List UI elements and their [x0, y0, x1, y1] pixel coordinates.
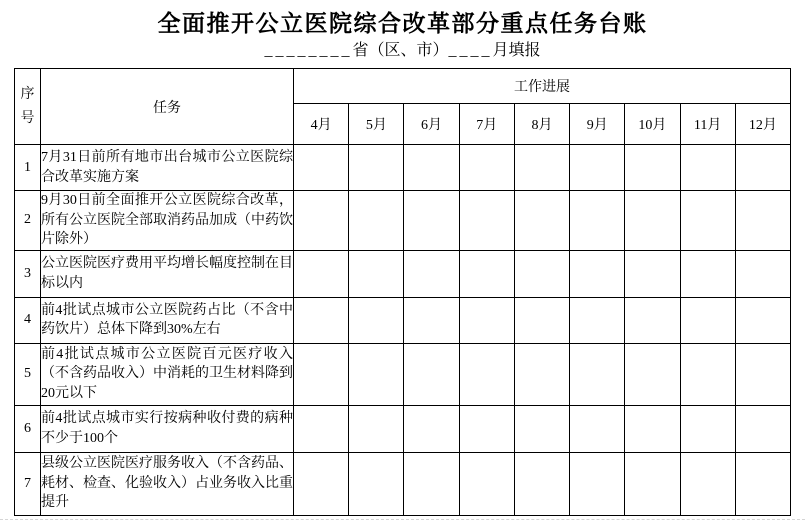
month-label: 月填报 [492, 42, 541, 59]
task-ledger-table [14, 68, 791, 516]
province-label: 省（区、市） [352, 42, 449, 59]
progress-cell [625, 452, 680, 515]
progress-cell [349, 452, 404, 515]
progress-cell [514, 405, 569, 452]
progress-cell [459, 191, 514, 251]
task-cell: 7月31日前所有地市出台城市公立医院综合改革实施方案 [41, 145, 294, 191]
progress-cell [680, 405, 735, 452]
month-blank: ____ [448, 42, 493, 59]
progress-cell [735, 297, 790, 343]
header-month-jul: 7月 [459, 104, 514, 145]
serial-cell: 5 [15, 343, 41, 405]
serial-cell: 6 [15, 405, 41, 452]
table-row [15, 145, 791, 191]
table-row [15, 191, 791, 251]
header-month-sep: 9月 [570, 104, 625, 145]
header-month-aug: 8月 [514, 104, 569, 145]
progress-cell [404, 405, 459, 452]
progress-cell [349, 297, 404, 343]
progress-cell [459, 405, 514, 452]
progress-cell [294, 191, 349, 251]
progress-cell [735, 145, 790, 191]
progress-cell [680, 191, 735, 251]
table-header [15, 69, 791, 145]
table-row [15, 452, 791, 515]
task-cell: 前4批试点城市实行按病种收付费的病种不少于100个 [41, 405, 294, 452]
progress-cell [349, 191, 404, 251]
progress-cell [294, 452, 349, 515]
header-month-nov: 11月 [680, 104, 735, 145]
serial-cell: 4 [15, 297, 41, 343]
progress-cell [459, 452, 514, 515]
progress-cell [680, 250, 735, 297]
progress-cell [570, 250, 625, 297]
progress-cell [514, 145, 569, 191]
header-progress: 工作进展 [294, 69, 791, 104]
task-cell: 9月30日前全面推开公立医院综合改革，所有公立医院全部取消药品加成（中药饮片除外） [41, 191, 294, 251]
progress-cell [404, 343, 459, 405]
progress-cell [349, 145, 404, 191]
progress-cell [514, 452, 569, 515]
progress-cell [735, 452, 790, 515]
progress-cell [349, 250, 404, 297]
header-month-apr: 4月 [294, 104, 349, 145]
serial-cell: 3 [15, 250, 41, 297]
progress-cell [404, 250, 459, 297]
table-row [15, 405, 791, 452]
table-body [15, 145, 791, 516]
progress-cell [625, 297, 680, 343]
progress-cell [294, 405, 349, 452]
progress-cell [735, 250, 790, 297]
progress-cell [735, 343, 790, 405]
progress-cell [459, 145, 514, 191]
progress-cell [514, 250, 569, 297]
progress-cell [294, 297, 349, 343]
progress-cell [680, 343, 735, 405]
progress-cell [404, 452, 459, 515]
progress-cell [514, 297, 569, 343]
progress-cell [404, 145, 459, 191]
header-serial: 序号 [15, 69, 41, 145]
header-month-oct: 10月 [625, 104, 680, 145]
progress-cell [570, 343, 625, 405]
progress-cell [570, 405, 625, 452]
progress-cell [514, 191, 569, 251]
progress-cell [294, 145, 349, 191]
serial-cell: 2 [15, 191, 41, 251]
task-cell: 前4批试点城市公立医院药占比（不含中药饮片）总体下降到30%左右 [41, 297, 294, 343]
task-cell: 公立医院医疗费用平均增长幅度控制在目标以内 [41, 250, 294, 297]
progress-cell [625, 145, 680, 191]
progress-cell [625, 343, 680, 405]
progress-cell [294, 343, 349, 405]
progress-cell [459, 297, 514, 343]
subtitle [0, 41, 805, 61]
header-month-jun: 6月 [404, 104, 459, 145]
progress-cell [404, 191, 459, 251]
task-cell: 县级公立医院医疗服务收入（不含药品、耗材、检查、化验收入）占业务收入比重提升 [41, 452, 294, 515]
progress-cell [514, 343, 569, 405]
progress-cell [570, 297, 625, 343]
progress-cell [570, 191, 625, 251]
progress-cell [404, 297, 459, 343]
progress-cell [625, 250, 680, 297]
progress-cell [349, 343, 404, 405]
serial-cell: 7 [15, 452, 41, 515]
header-row-top [15, 69, 791, 104]
progress-cell [680, 452, 735, 515]
progress-cell [625, 191, 680, 251]
progress-cell [680, 145, 735, 191]
serial-cell: 1 [15, 145, 41, 191]
progress-cell [459, 250, 514, 297]
header-month-may: 5月 [349, 104, 404, 145]
page-title: 全面推开公立医院综合改革部分重点任务台账 [157, 11, 648, 36]
progress-cell [680, 297, 735, 343]
progress-cell [459, 343, 514, 405]
table-row [15, 250, 791, 297]
header-task: 任务 [41, 69, 294, 145]
page-edge-divider [0, 519, 805, 520]
progress-cell [570, 452, 625, 515]
table-row [15, 297, 791, 343]
progress-cell [294, 250, 349, 297]
progress-cell [735, 191, 790, 251]
progress-cell [570, 145, 625, 191]
province-blank: ________ [264, 42, 353, 59]
progress-cell [625, 405, 680, 452]
task-cell: 前4批试点城市公立医院百元医疗收入（不含药品收入）中消耗的卫生材料降到20元以下 [41, 343, 294, 405]
header-month-dec: 12月 [735, 104, 790, 145]
table-row [15, 343, 791, 405]
progress-cell [349, 405, 404, 452]
progress-cell [735, 405, 790, 452]
